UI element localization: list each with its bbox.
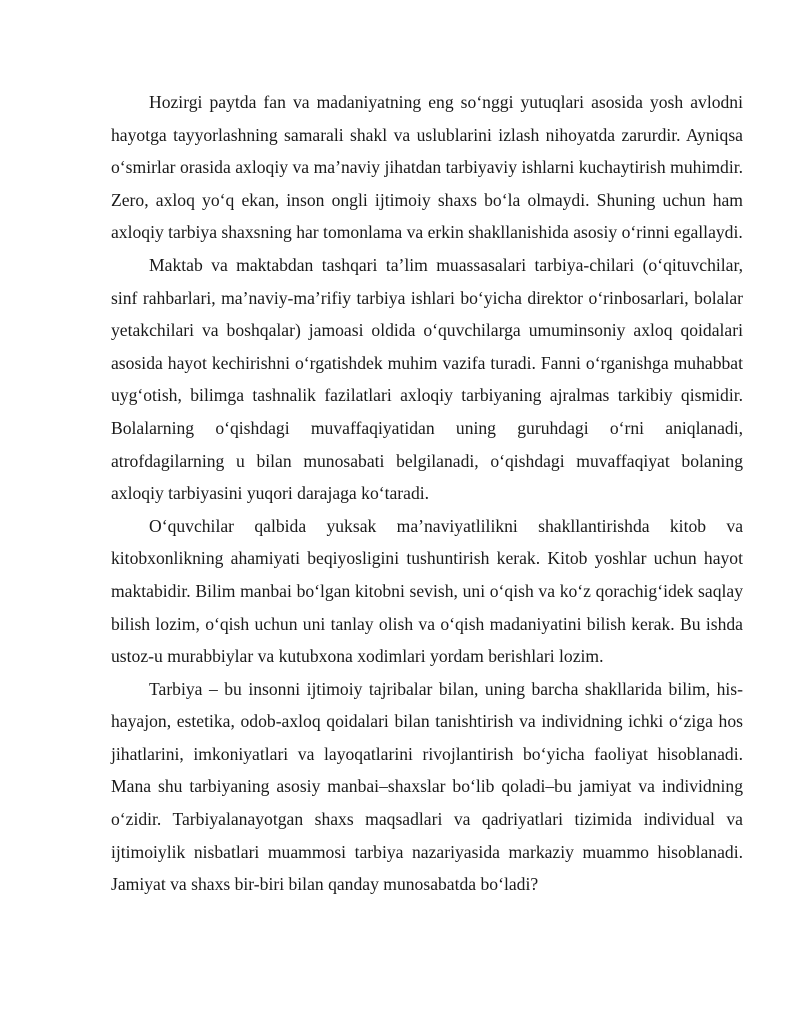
document-page <box>111 86 743 901</box>
paragraph-4: Tarbiya – bu insonni ijtimoiy tajribalar bilan, uning barcha shakllarida bilim, his-hayajon, estetika, odob-axloq qoidalari bilan tanishtirish va individning ichki o‘ziga hos jihatlarini, imkoniyatlari va layoqatlarini rivojlantirish bo‘yicha faoliyat hisoblanadi. Mana shu tarbiyaning asosiy manbai–shaxslar bo‘lib qoladi–bu jamiyat va individning o‘zidir. Tarbiyalanayotgan shaxs maqsadlari va qadriyatlari tizimida individual va ijtimoiylik nisbatlari muammosi tarbiya nazariyasida markaziy muammo hisoblanadi. Jamiyat va shaxs bir-biri bilan qanday munosabatda bo‘ladi? <box>111 678 743 895</box>
paragraph-3: O‘quvchilar qalbida yuksak ma’naviyatlilikni shakllantirishda kitob va kitobxonlikning ahamiyati beqiyosligini tushuntirish kerak. Kitob yoshlar uchun hayot maktabidir. Bilim manbai bo‘lgan kitobni sevish, uni o‘qish va ko‘z qorachig‘idek saqlay bilish lozim, o‘qish uchun uni tanlay olish va o‘qish madaniyatini bilish kerak. Bu ishda ustoz-u murabbiylar va kutubxona xodimlari yordam berishlari lozim. <box>111 515 743 667</box>
paragraph-2: Maktab va maktabdan tashqari ta’lim muassasalari tarbiya-chilari (o‘qituvchilar, sinf rahbarlari, ma’naviy-ma’rifiy tarbiya ishlari bo‘yicha direktor o‘rinbosarlari, bolalar yetakchilari va boshqalar) jamoasi oldida o‘quvchilarga umuminsoniy axloq qoidalari asosida hayot kechirishni o‘rgatishdek muhim vazifa turadi. Fanni o‘rganishga muhabbat uyg‘otish, bilimga tashnalik fazilatlari axloqiy tarbiyaning ajralmas tarkibiy qismidir. Bolalarning o‘qishdagi muvaffaqiyatidan uning guruhdagi o‘rni aniqlanadi, atrofdagilarning u bilan munosabati belgilanadi, o‘qishdagi muvaffaqiyat bolaning axloqiy tarbiyasini yuqori darajaga ko‘taradi. <box>111 254 743 504</box>
paragraph-1: Hozirgi paytda fan va madaniyatning eng so‘nggi yutuqlari asosida yosh avlodni hayotga tayyorlashning samarali shakl va uslublarini izlash nihoyatda zarurdir. Ayniqsa o‘smirlar orasida axloqiy va ma’naviy jihatdan tarbiyaviy ishlarni kuchaytirish muhimdir. Zero, axloq yo‘q ekan, inson ongli ijtimoiy shaxs bo‘la olmaydi. Shuning uchun ham axloqiy tarbiya shaxsning har tomonlama va erkin shakllanishida asosiy o‘rinni egallaydi. <box>111 92 743 243</box>
